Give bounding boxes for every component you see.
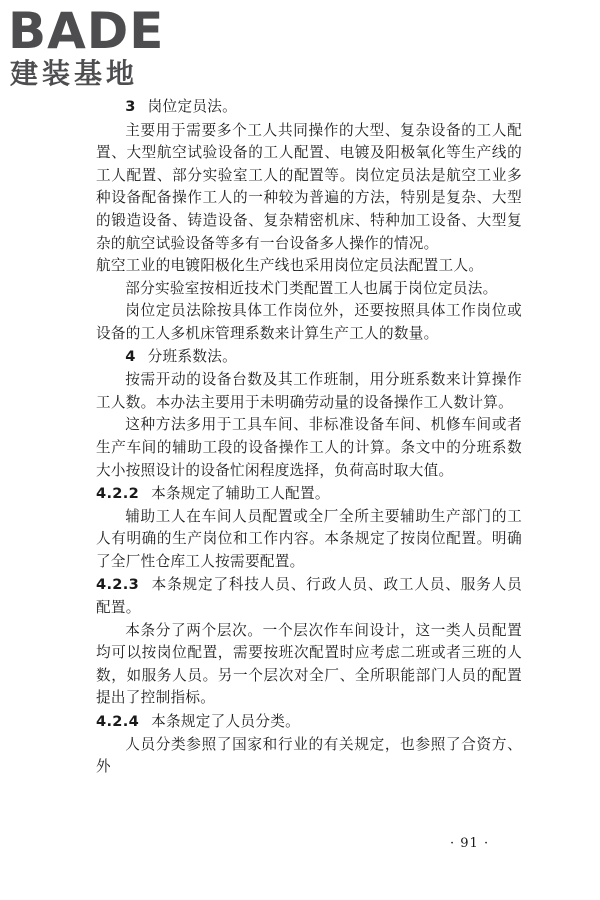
clause-title: 本条规定了科技人员、行政人员、政工人员、服务人员配置。 [96,576,522,617]
clause-number: 4.2.4 [96,713,140,731]
page-number: · 91 · [450,836,490,851]
section-title: 岗位定员法。 [147,98,238,115]
paragraph: 按需开动的设备台数及其工作班制，用分班系数来计算操作工人数。本办法主要用于未明确劳动量的设备操作工人数计算。 [96,371,522,411]
paragraph: 本条分了两个层次。一个层次作车间设计，这一类人员配置均可以按岗位配置，需要按班次配置时应考虑二班或者三班的人数，如服务人员。另一个层次对全厂、全所职能部门人员的配置提出了控制指标。 [96,621,522,707]
paragraph: 主要用于需要多个工人共同操作的大型、复杂设备的工人配置、大型航空试验设备的工人配置、电镀及阳极氧化等生产线的工人配置、部分实验室工人的配置等。岗位定员法是航空工业多种设备配备操作工人的一种较为普遍的方法，特别是复杂、大型的锻造设备、铸造设备、复杂精密机床、特种加工设备、大型复杂的航空试验设备等多有一台设备多人操作的情况。 [96,121,522,252]
paragraph: 岗位定员法除按具体工作岗位外，还要按照具体工作岗位或设备的工人多机床管理系数来计算生产工人的数量。 [96,302,522,342]
section-heading-4 [96,346,522,369]
bade-logo [8,4,183,94]
clause-number: 4.2.2 [96,485,140,503]
paragraph: 这种方法多用于工具车间、非标准设备车间、机修车间或者生产车间的辅助工段的设备操作工人的计算。条文中的分班系数大小按照设计的设备忙闲程度选择，负荷高时取大值。 [96,416,522,479]
clause-heading-4-2-2 [96,483,522,506]
paragraph: 辅助工人在车间人员配置或全厂全所主要辅助生产部门的工人有明确的生产岗位和工作内容。本条规定了按岗位配置。明确了全厂性仓库工人按需要配置。 [96,507,522,570]
logo-text-cn: 建装基地 [10,57,139,90]
section-heading-3 [96,96,522,119]
clause-title: 本条规定了人员分类。 [151,713,301,731]
clause-heading-4-2-4 [96,711,522,734]
section-title: 分班系数法。 [147,347,238,365]
section-number: 4 [125,347,136,365]
section-number: 3 [125,98,136,115]
logo-text-en: BADE [8,2,165,60]
document-body [96,96,522,779]
clause-heading-4-2-3 [96,574,522,619]
paragraph: 部分实验室按相近技术门类配置工人也属于岗位定员法。 [125,279,498,297]
clause-title: 本条规定了辅助工人配置。 [151,485,330,503]
clause-number: 4.2.3 [96,576,140,594]
paragraph: 人员分类参照了国家和行业的有关规定，也参照了合资方、外 [96,735,522,776]
paragraph: 航空工业的电镀阳极化生产线也采用岗位定员法配置工人。 [96,257,484,275]
